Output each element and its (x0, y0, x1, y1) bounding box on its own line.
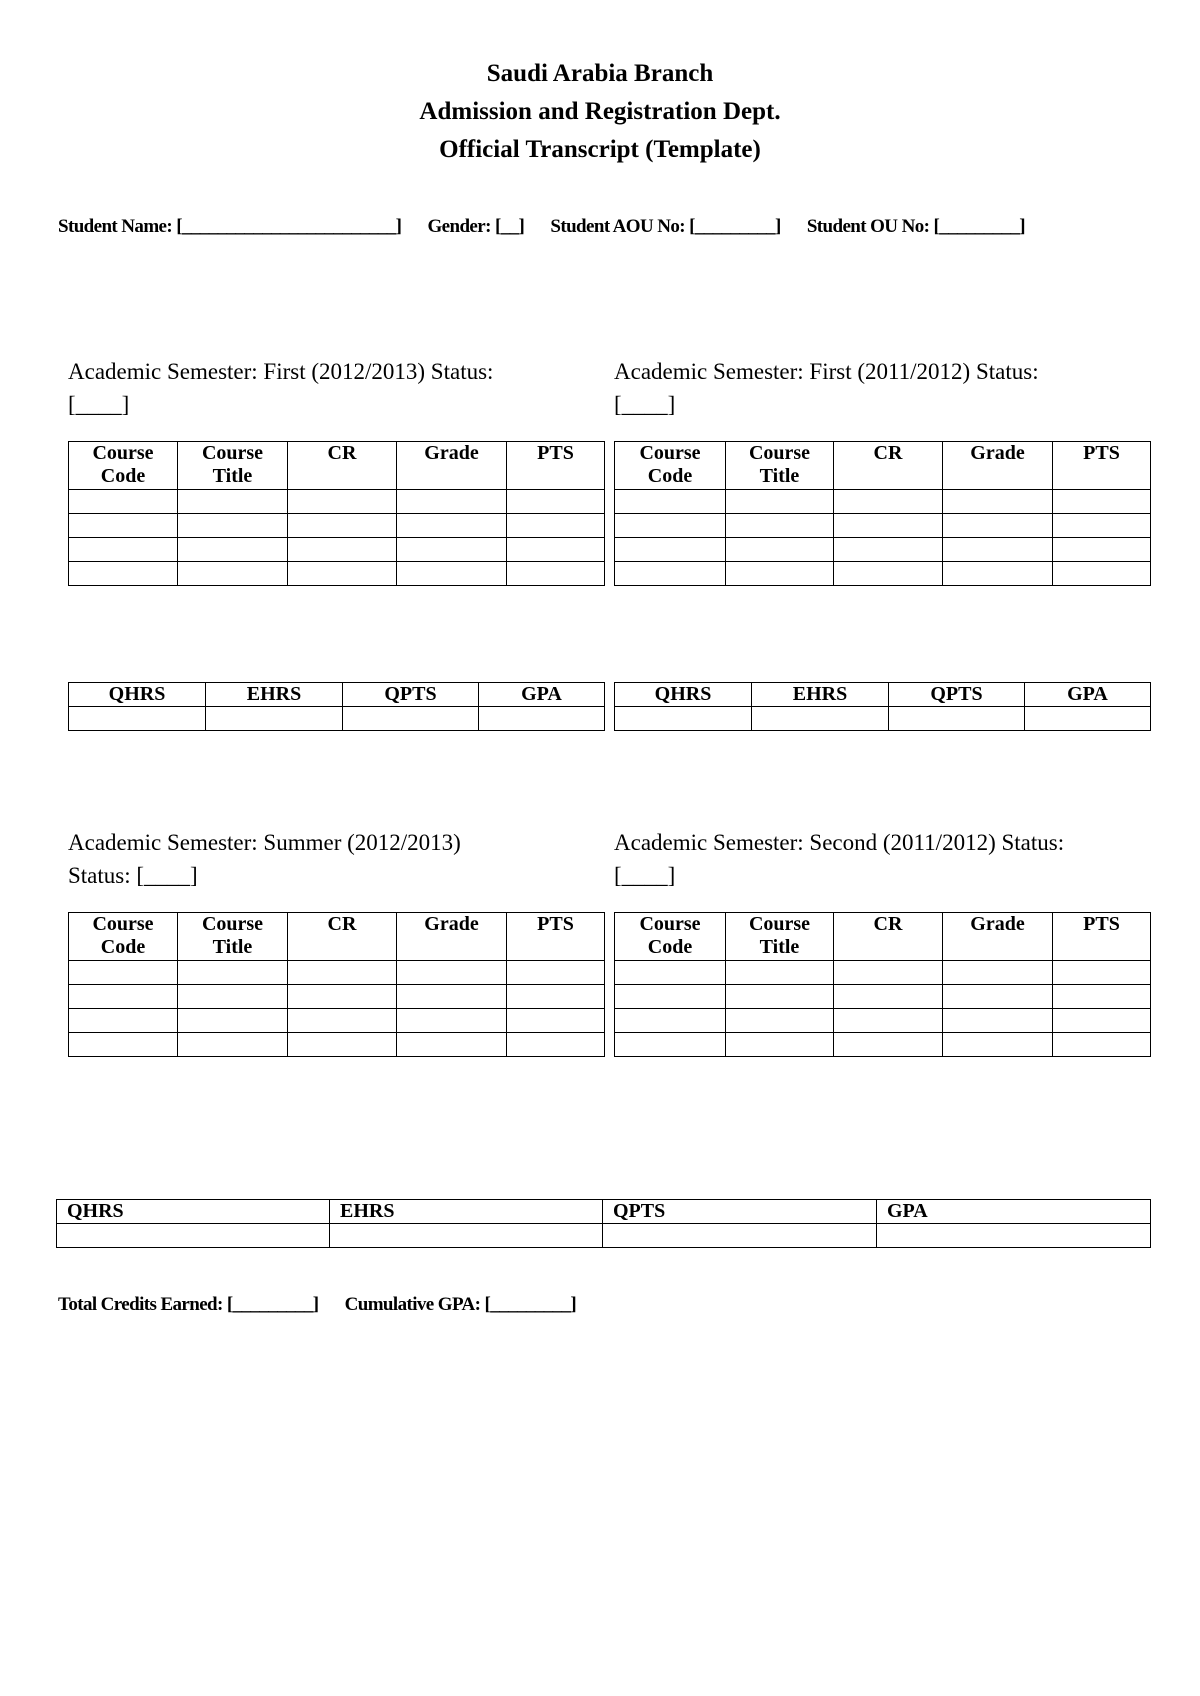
table-cell[interactable] (69, 538, 178, 562)
semester-title: Academic Semester: First (2012/2013) Status: (68, 359, 494, 384)
table-row (69, 985, 605, 1009)
table-cell[interactable] (834, 1009, 943, 1033)
col-course-title: Course Title (726, 442, 834, 490)
col-ehrs: EHRS (330, 1200, 603, 1224)
table-cell[interactable] (615, 1009, 726, 1033)
table-cell[interactable] (615, 961, 726, 985)
course-table (614, 441, 1151, 586)
col-cr: CR (834, 913, 943, 961)
col-cr: CR (288, 913, 397, 961)
col-gpa: GPA (1025, 683, 1151, 707)
table-cell[interactable] (943, 1033, 1053, 1057)
table-cell[interactable] (726, 514, 834, 538)
table-cell[interactable] (397, 1033, 507, 1057)
summary-header-row (57, 1200, 1151, 1224)
table-cell[interactable] (288, 562, 397, 586)
table-cell[interactable] (397, 961, 507, 985)
col-grade: Grade (943, 913, 1053, 961)
table-cell[interactable] (178, 1009, 288, 1033)
table-row (69, 538, 605, 562)
col-qhrs: QHRS (69, 683, 206, 707)
semester-heading (614, 355, 1154, 421)
table-cell[interactable] (615, 562, 726, 586)
table-row (69, 514, 605, 538)
semester-status-field[interactable]: [____] (614, 392, 676, 417)
table-row (69, 707, 605, 731)
course-table-header-row (615, 442, 1151, 490)
table-row (615, 961, 1151, 985)
table-row (615, 1009, 1151, 1033)
table-cell[interactable] (726, 562, 834, 586)
table-row (69, 1033, 605, 1057)
semester-status-field[interactable]: [____] (614, 863, 676, 888)
semester-heading (614, 826, 1154, 892)
course-table-header-row (615, 913, 1151, 961)
course-table (68, 441, 605, 586)
col-course-title: Course Title (178, 442, 288, 490)
table-row (69, 490, 605, 514)
total-credits-field[interactable]: Total Credits Earned: [_________] (58, 1294, 319, 1315)
table-row (69, 961, 605, 985)
table-cell[interactable] (1053, 985, 1151, 1009)
table-cell[interactable] (507, 514, 605, 538)
table-cell[interactable] (69, 514, 178, 538)
table-cell[interactable] (834, 985, 943, 1009)
table-cell[interactable] (1025, 707, 1151, 731)
table-row (615, 562, 1151, 586)
title-branch: Saudi Arabia Branch (486, 60, 714, 87)
course-table-header-row (69, 913, 605, 961)
table-cell[interactable] (288, 1033, 397, 1057)
table-cell[interactable] (615, 985, 726, 1009)
col-qhrs: QHRS (57, 1200, 330, 1224)
table-cell[interactable] (726, 961, 834, 985)
course-table (614, 912, 1151, 1057)
table-cell[interactable] (69, 490, 178, 514)
table-cell[interactable] (397, 562, 507, 586)
table-cell[interactable] (69, 707, 206, 731)
table-cell[interactable] (615, 538, 726, 562)
table-cell[interactable] (834, 490, 943, 514)
table-cell[interactable] (288, 985, 397, 1009)
col-pts: PTS (1053, 442, 1151, 490)
col-pts: PTS (507, 442, 605, 490)
course-table (68, 912, 605, 1057)
col-qpts: QPTS (343, 683, 479, 707)
table-cell[interactable] (726, 1033, 834, 1057)
table-cell[interactable] (178, 985, 288, 1009)
table-row (69, 1009, 605, 1033)
table-cell[interactable] (69, 961, 178, 985)
table-cell[interactable] (615, 1033, 726, 1057)
table-row (57, 1224, 1151, 1248)
col-course-code: Course Code (615, 913, 726, 961)
table-cell[interactable] (615, 490, 726, 514)
col-qpts: QPTS (603, 1200, 877, 1224)
table-cell[interactable] (943, 562, 1053, 586)
table-cell[interactable] (178, 538, 288, 562)
table-cell[interactable] (288, 961, 397, 985)
table-cell[interactable] (603, 1224, 877, 1248)
table-cell[interactable] (943, 538, 1053, 562)
table-cell[interactable] (1053, 1033, 1151, 1057)
semester-heading (68, 355, 608, 421)
table-cell[interactable] (57, 1224, 330, 1248)
table-cell[interactable] (615, 514, 726, 538)
table-cell[interactable] (178, 961, 288, 985)
table-cell[interactable] (178, 1033, 288, 1057)
table-cell[interactable] (943, 490, 1053, 514)
table-cell[interactable] (834, 1033, 943, 1057)
table-cell[interactable] (1053, 961, 1151, 985)
semester-status-field[interactable]: [____] (68, 392, 130, 417)
table-cell[interactable] (1053, 562, 1151, 586)
table-cell[interactable] (507, 562, 605, 586)
table-cell[interactable] (178, 490, 288, 514)
table-cell[interactable] (726, 985, 834, 1009)
table-cell[interactable] (397, 1009, 507, 1033)
table-row (615, 514, 1151, 538)
table-cell[interactable] (288, 1009, 397, 1033)
table-cell[interactable] (397, 514, 507, 538)
table-cell[interactable] (877, 1224, 1151, 1248)
table-cell[interactable] (1053, 514, 1151, 538)
col-grade: Grade (943, 442, 1053, 490)
table-row (615, 538, 1151, 562)
col-pts: PTS (1053, 913, 1151, 961)
table-cell[interactable] (178, 562, 288, 586)
semester-status-field[interactable]: Status: [____] (68, 863, 198, 888)
col-grade: Grade (397, 442, 507, 490)
gender-field[interactable]: Gender: [__] (427, 216, 525, 237)
table-cell[interactable] (288, 538, 397, 562)
col-course-code: Course Code (615, 442, 726, 490)
table-cell[interactable] (943, 514, 1053, 538)
table-cell[interactable] (288, 490, 397, 514)
table-row (69, 562, 605, 586)
student-name-field[interactable]: Student Name: [________________________] (58, 216, 402, 237)
col-course-code: Course Code (69, 442, 178, 490)
table-cell[interactable] (69, 985, 178, 1009)
semester-title: Academic Semester: Summer (2012/2013) (68, 830, 461, 855)
table-cell[interactable] (397, 538, 507, 562)
table-cell[interactable] (288, 514, 397, 538)
col-qhrs: QHRS (615, 683, 752, 707)
table-cell[interactable] (69, 1033, 178, 1057)
summary-header-row (69, 683, 605, 707)
col-grade: Grade (397, 913, 507, 961)
student-ou-no-field[interactable]: Student OU No: [_________] (806, 216, 1026, 237)
cumulative-summary-table (56, 1199, 1151, 1248)
table-cell[interactable] (507, 1009, 605, 1033)
course-table-header-row (69, 442, 605, 490)
table-cell[interactable] (397, 490, 507, 514)
table-cell[interactable] (397, 985, 507, 1009)
col-course-title: Course Title (726, 913, 834, 961)
semester-heading (68, 826, 608, 892)
table-cell[interactable] (507, 1033, 605, 1057)
table-cell[interactable] (889, 707, 1025, 731)
table-cell[interactable] (943, 1009, 1053, 1033)
title-department: Admission and Registration Dept. (419, 98, 781, 125)
table-cell[interactable] (943, 961, 1053, 985)
semester-title: Academic Semester: Second (2011/2012) Status: (614, 830, 1065, 855)
col-course-title: Course Title (178, 913, 288, 961)
table-cell[interactable] (69, 562, 178, 586)
col-qpts: QPTS (889, 683, 1025, 707)
col-ehrs: EHRS (206, 683, 343, 707)
table-cell[interactable] (507, 490, 605, 514)
col-ehrs: EHRS (752, 683, 889, 707)
table-cell[interactable] (479, 707, 605, 731)
table-cell[interactable] (178, 514, 288, 538)
table-row (615, 985, 1151, 1009)
document-title (0, 55, 1200, 169)
semester-title: Academic Semester: First (2011/2012) Status: (614, 359, 1039, 384)
col-pts: PTS (507, 913, 605, 961)
table-cell[interactable] (330, 1224, 603, 1248)
table-cell[interactable] (1053, 538, 1151, 562)
table-cell[interactable] (834, 514, 943, 538)
col-cr: CR (834, 442, 943, 490)
table-cell[interactable] (1053, 490, 1151, 514)
summary-header-row (615, 683, 1151, 707)
table-cell[interactable] (834, 961, 943, 985)
col-cr: CR (288, 442, 397, 490)
table-cell[interactable] (507, 985, 605, 1009)
table-cell[interactable] (615, 707, 752, 731)
semester-summary-table (68, 682, 605, 731)
col-gpa: GPA (877, 1200, 1151, 1224)
table-cell[interactable] (69, 1009, 178, 1033)
table-cell[interactable] (726, 490, 834, 514)
table-row (615, 490, 1151, 514)
semester-summary-table (614, 682, 1151, 731)
table-row (615, 1033, 1151, 1057)
table-row (615, 707, 1151, 731)
student-info-line (58, 216, 1158, 238)
cumulative-gpa-field[interactable]: Cumulative GPA: [_________] (344, 1294, 577, 1315)
table-cell[interactable] (752, 707, 889, 731)
table-cell[interactable] (726, 1009, 834, 1033)
table-cell[interactable] (943, 985, 1053, 1009)
table-cell[interactable] (834, 562, 943, 586)
student-aou-no-field[interactable]: Student AOU No: [_________] (550, 216, 781, 237)
table-cell[interactable] (507, 961, 605, 985)
table-cell[interactable] (343, 707, 479, 731)
col-gpa: GPA (479, 683, 605, 707)
table-cell[interactable] (507, 538, 605, 562)
table-cell[interactable] (1053, 1009, 1151, 1033)
col-course-code: Course Code (69, 913, 178, 961)
table-cell[interactable] (834, 538, 943, 562)
table-cell[interactable] (206, 707, 343, 731)
totals-line (58, 1294, 598, 1316)
title-transcript: Official Transcript (Template) (439, 136, 761, 163)
table-cell[interactable] (726, 538, 834, 562)
